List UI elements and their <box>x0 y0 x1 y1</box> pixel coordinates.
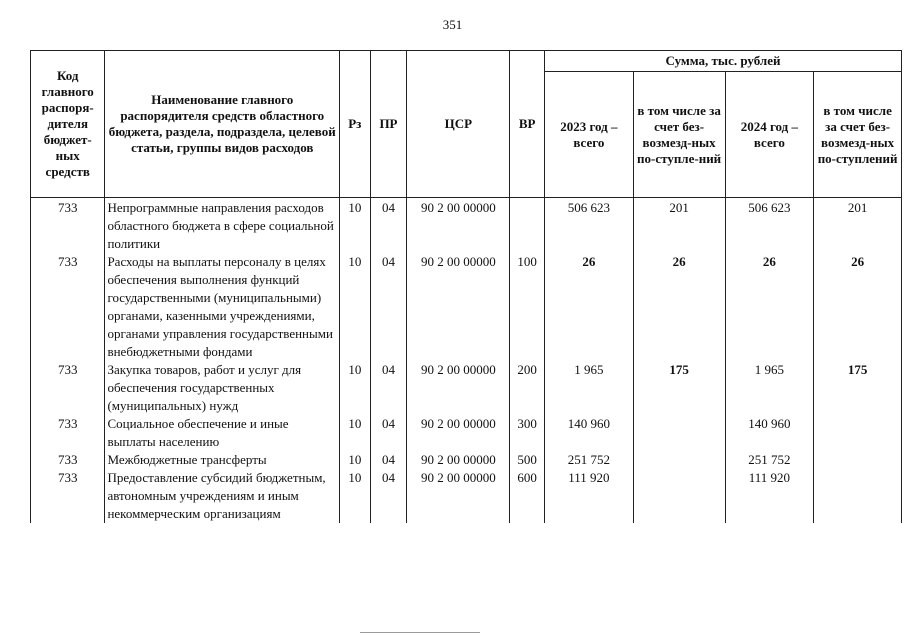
cell-rz: 10 <box>340 469 371 523</box>
header-2023-total: 2023 год – всего <box>545 72 634 198</box>
cell-2023-free: 175 <box>633 361 725 415</box>
table-row <box>31 469 902 523</box>
cell-vr: 100 <box>510 253 545 361</box>
cell-csr: 90 2 00 00000 <box>407 469 510 523</box>
cell-2023-total: 26 <box>545 253 634 361</box>
cell-vr: 200 <box>510 361 545 415</box>
cell-pr: 04 <box>370 361 407 415</box>
table-row <box>31 361 902 415</box>
cell-rz: 10 <box>340 451 371 469</box>
cell-vr: 500 <box>510 451 545 469</box>
cell-vr <box>510 198 545 254</box>
header-csr: ЦСР <box>407 51 510 198</box>
cell-code: 733 <box>31 451 105 469</box>
cell-code: 733 <box>31 469 105 523</box>
cell-pr: 04 <box>370 415 407 451</box>
cell-2023-total: 1 965 <box>545 361 634 415</box>
cell-pr: 04 <box>370 451 407 469</box>
cell-pr: 04 <box>370 198 407 254</box>
header-2024-total: 2024 год – всего <box>725 72 814 198</box>
cell-2024-total: 140 960 <box>725 415 814 451</box>
cell-2024-free <box>814 415 902 451</box>
table-row <box>31 451 902 469</box>
cell-name: Непрограммные направления расходов областного бюджета в сфере социальной политики <box>105 198 340 254</box>
cell-2024-free: 201 <box>814 198 902 254</box>
cell-vr: 300 <box>510 415 545 451</box>
header-2024-free: в том числе за счет без-возмезд-ных по-ступлений <box>814 72 902 198</box>
cell-2023-total: 140 960 <box>545 415 634 451</box>
cell-2023-total: 506 623 <box>545 198 634 254</box>
cell-2023-free: 201 <box>633 198 725 254</box>
table-row <box>31 253 902 361</box>
cell-2023-free <box>633 451 725 469</box>
cell-csr: 90 2 00 00000 <box>407 415 510 451</box>
cell-2024-free <box>814 451 902 469</box>
cell-2024-free <box>814 469 902 523</box>
cell-2023-free <box>633 469 725 523</box>
cell-rz: 10 <box>340 361 371 415</box>
header-sum-title: Сумма, тыс. рублей <box>545 51 902 72</box>
cell-2024-total: 26 <box>725 253 814 361</box>
cell-rz: 10 <box>340 253 371 361</box>
cell-2023-total: 251 752 <box>545 451 634 469</box>
cell-rz: 10 <box>340 198 371 254</box>
cell-csr: 90 2 00 00000 <box>407 361 510 415</box>
header-pr: ПР <box>370 51 407 198</box>
header-name: Наименование главного распорядителя средств областного бюджета, раздела, подраздела, целевой статьи, группы видов расходов <box>105 51 340 198</box>
cell-2024-total: 251 752 <box>725 451 814 469</box>
cell-code: 733 <box>31 415 105 451</box>
cell-2023-total: 111 920 <box>545 469 634 523</box>
cell-2024-total: 506 623 <box>725 198 814 254</box>
cell-code: 733 <box>31 253 105 361</box>
cell-2024-total: 111 920 <box>725 469 814 523</box>
cell-name: Социальное обеспечение и иные выплаты населению <box>105 415 340 451</box>
table-row <box>31 415 902 451</box>
cell-2023-free: 26 <box>633 253 725 361</box>
cell-name: Расходы на выплаты персоналу в целях обеспечения выполнения функций государственными (муниципальными) органами, казенными учреждениями, органами управления государственными внебюджетными фондами <box>105 253 340 361</box>
table-row <box>31 198 902 254</box>
header-2023-free: в том числе за счет без-возмезд-ных по-ступле-ний <box>633 72 725 198</box>
cell-csr: 90 2 00 00000 <box>407 253 510 361</box>
scan-artifact <box>360 632 480 633</box>
cell-pr: 04 <box>370 469 407 523</box>
cell-vr: 600 <box>510 469 545 523</box>
cell-code: 733 <box>31 361 105 415</box>
header-vr: ВР <box>510 51 545 198</box>
cell-2024-free: 175 <box>814 361 902 415</box>
cell-2024-free: 26 <box>814 253 902 361</box>
page-number: 351 <box>442 17 463 32</box>
table-header <box>31 51 902 198</box>
table-body <box>31 198 902 524</box>
header-code: Код главного распоря-дителя бюджет-ных средств <box>31 51 105 198</box>
cell-pr: 04 <box>370 253 407 361</box>
cell-csr: 90 2 00 00000 <box>407 198 510 254</box>
cell-rz: 10 <box>340 415 371 451</box>
cell-name: Межбюджетные трансферты <box>105 451 340 469</box>
cell-code: 733 <box>31 198 105 254</box>
cell-name: Предоставление субсидий бюджетным, автономным учреждениям и иным некоммерческим организациям <box>105 469 340 523</box>
cell-2024-total: 1 965 <box>725 361 814 415</box>
cell-2023-free <box>633 415 725 451</box>
header-rz: Рз <box>340 51 371 198</box>
cell-csr: 90 2 00 00000 <box>407 451 510 469</box>
cell-name: Закупка товаров, работ и услуг для обеспечения государственных (муниципальных) нужд <box>105 361 340 415</box>
budget-table <box>30 50 902 523</box>
